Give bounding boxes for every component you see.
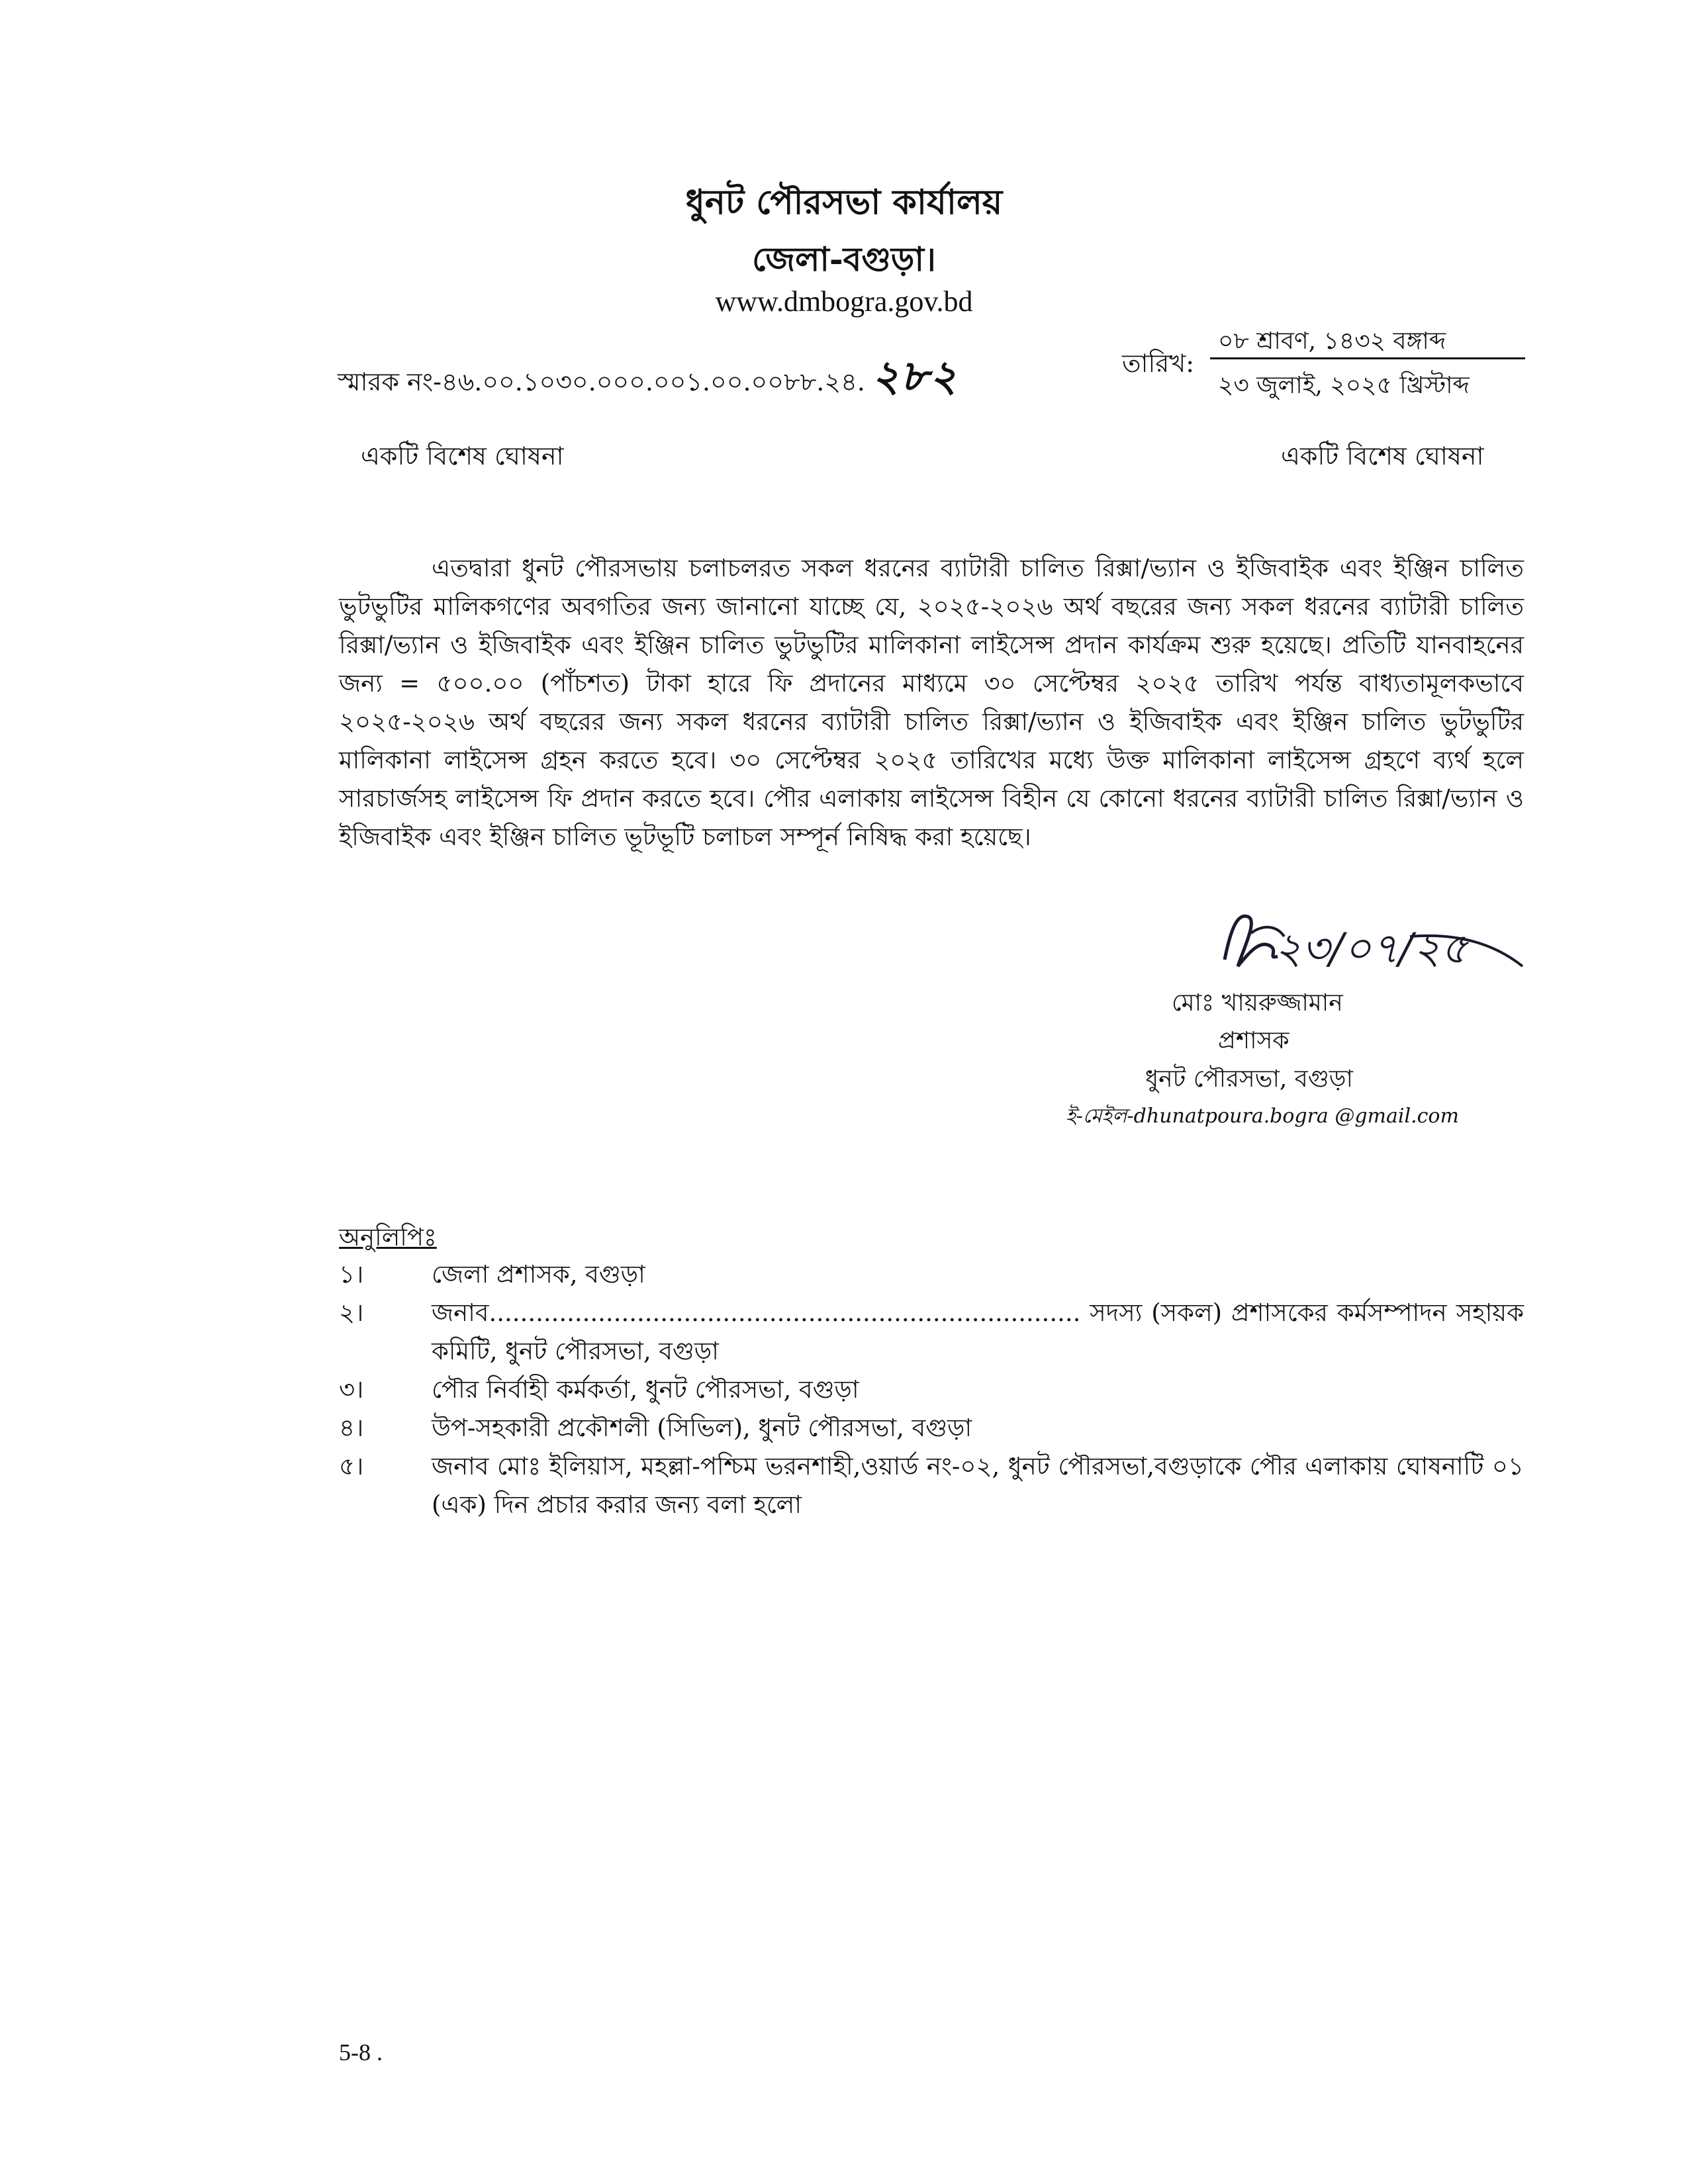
subject-right: একটি বিশেষ ঘোষনা: [1281, 441, 1484, 471]
subject-left: একটি বিশেষ ঘোষনা: [361, 441, 564, 471]
office-title: ধুনট পৌরসভা কার্যালয়: [685, 182, 1003, 222]
signature-date: ২৩/০৭/২৫: [1274, 925, 1468, 974]
district-line: জেলা-বগুড়া।: [752, 240, 936, 279]
copy-item: [339, 1409, 1524, 1447]
copy-item-text: উপ-সহকারী প্রকৌশলী (সিভিল), ধুনট পৌরসভা, বগুড়া: [432, 1414, 972, 1442]
memo-number-printed: স্মারক নং-৪৬.০০.১০৩০.০০০.০০১.০০.০০৮৮.২৪.: [338, 367, 865, 396]
memo-number: [338, 344, 959, 415]
copy-item-text: জনাব............................................................................ সদস্য (সকল) প্রশাসকের কর্মসম্পাদন সহায়ক কমিটি, ধুনট পৌরসভা, বগুড়া: [432, 1298, 1524, 1365]
page-mark: 5-8 .: [339, 2039, 383, 2066]
copy-item: [339, 1255, 1524, 1294]
copy-item-number: ১।: [339, 1260, 364, 1289]
date-label: তারিখ:: [1122, 349, 1195, 378]
signatory-title: প্রশাসক: [1218, 1027, 1289, 1054]
signatory-name: মোঃ খায়রুজ্জামান: [1172, 989, 1343, 1017]
copy-item-number: ৪।: [339, 1414, 364, 1442]
copy-item-text: পৌর নির্বাহী কর্মকর্তা, ধুনট পৌরসভা, বগুড়া: [432, 1375, 859, 1404]
copy-item: [339, 1294, 1524, 1371]
copies-list: [339, 1255, 1524, 1524]
copy-item-text: জেলা প্রশাসক, বগুড়া: [432, 1260, 645, 1289]
date-bangla: ০৮ শ্রাবণ, ১৪৩২ বঙ্গাব্দ: [1218, 328, 1446, 355]
copy-item-text: জনাব মোঃ ইলিয়াস, মহল্লা-পশ্চিম ভরনশাহী,ওয়ার্ড নং-০২, ধুনট পৌরসভা,বগুড়াকে পৌর এলাকায় ঘোষনাটি ০১ (এক) দিন প্রচার করার জন্য বলা হলো: [432, 1452, 1524, 1519]
copies-heading: অনুলিপিঃ: [339, 1223, 437, 1251]
signature-image: [1211, 887, 1529, 993]
copy-item-number: ৫।: [339, 1452, 364, 1480]
signatory-email[interactable]: ই-মেইল-dhunatpoura.bogra @gmail.com: [1066, 1105, 1459, 1128]
copy-item-number: ২।: [339, 1298, 364, 1327]
signatory-office: ধুনট পৌরসভা, বগুড়া: [1145, 1066, 1353, 1093]
notice-body: এতদ্বারা ধুনট পৌরসভায় চলাচলরত সকল ধরনের ব্যাটারী চালিত রিক্সা/ভ্যান ও ইজিবাইক এবং ইঞ্জিন চালিত ভুটভুটির মালিকগণের অবগতির জন্য জানানো যাচ্ছে যে, ২০২৫-২০২৬ অর্থ বছরের জন্য সকল ধরনের ব্যাটারী চালিত রিক্সা/ভ্যান ও ইজিবাইক এবং ইঞ্জিন চালিত ভুটভুটির মালিকানা লাইসেন্স প্রদান কার্যক্রম শুরু হয়েছে। প্রতিটি যানবাহনের জন্য = ৫০০.০০ (পাঁচশত) টাকা হারে ফি প্রদানের মাধ্যমে ৩০ সেপ্টেম্বর ২০২৫ তারিখ পর্যন্ত বাধ্যতামূলকভাবে ২০২৫-২০২৬ অর্থ বছরের জন্য সকল ধরনের ব্যাটারী চালিত রিক্সা/ভ্যান ও ইজিবাইক এবং ইঞ্জিন চালিত ভুটভুটির মালিকানা লাইসেন্স গ্রহন করতে হবে। ৩০ সেপ্টেম্বর ২০২৫ তারিখের মধ্যে উক্ত মালিকানা লাইসেন্স গ্রহণে ব্যর্থ হলে সারচার্জসহ লাইসেন্স ফি প্রদান করতে হবে। পৌর এলাকায় লাইসেন্স বিহীন যে কোনো ধরনের ব্যাটারী চালিত রিক্সা/ভ্যান ও ইজিবাইক এবং ইঞ্জিন চালিত ভূটভূটি চলাচল সম্পূর্ন নিষিদ্ধ করা হয়েছে।: [339, 554, 1524, 851]
memo-number-handwritten: ২৮২: [871, 351, 959, 401]
copy-item: [339, 1371, 1524, 1409]
website-link[interactable]: www.dmbogra.gov.bd: [715, 285, 973, 318]
copy-item: [339, 1447, 1524, 1524]
copy-item-number: ৩।: [339, 1375, 364, 1404]
date-gregorian: ২৩ জুলাই, ২০২৫ খ্রিস্টাব্দ: [1218, 372, 1470, 399]
date-divider: [1210, 357, 1525, 359]
